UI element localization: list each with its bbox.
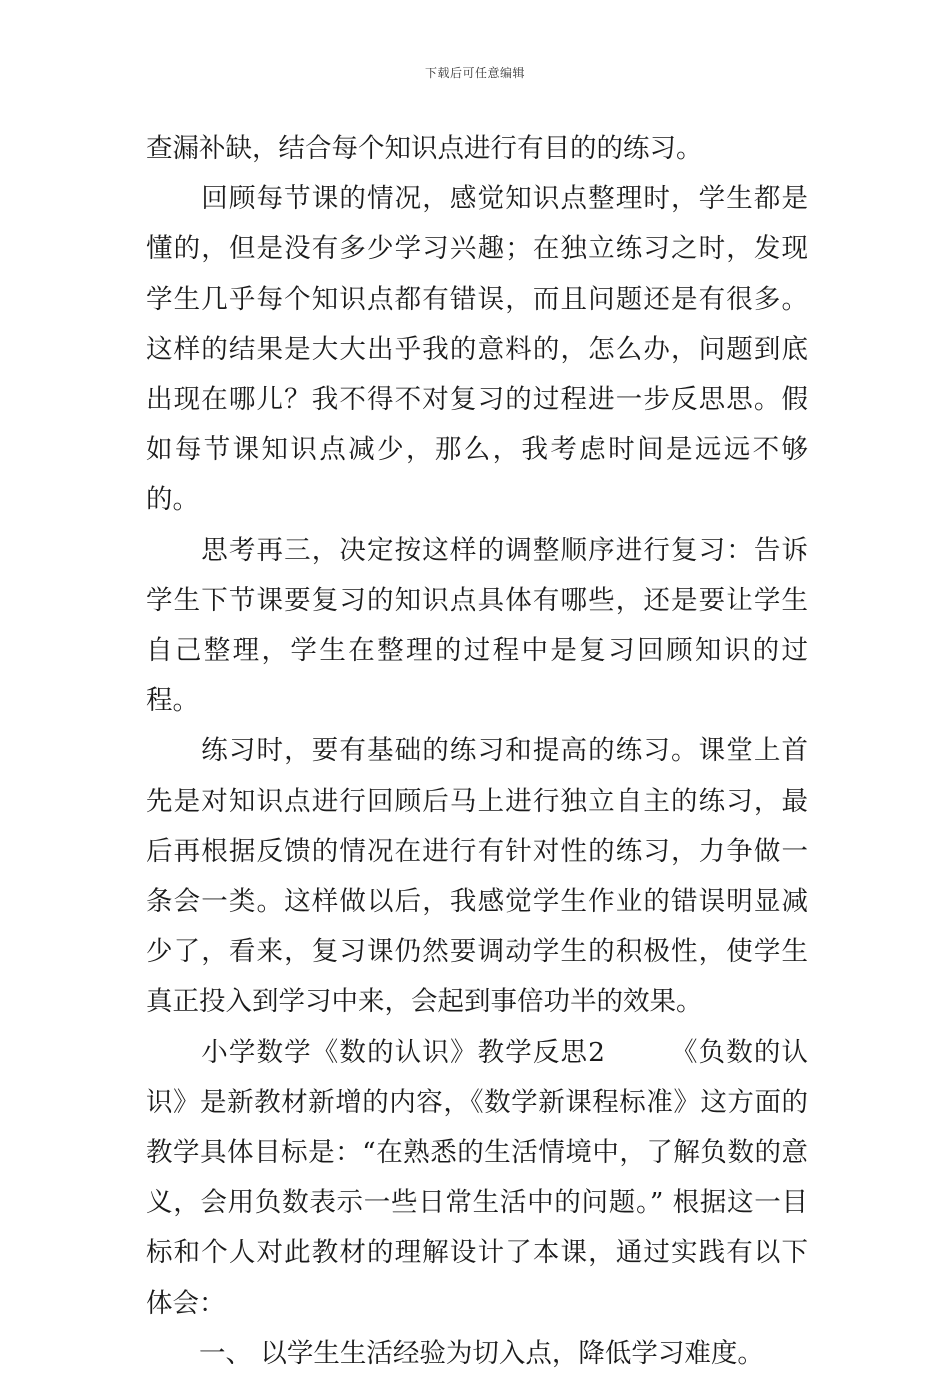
paragraph-1: 查漏补缺，结合每个知识点进行有目的的练习。 bbox=[146, 133, 703, 164]
document-body bbox=[146, 124, 808, 1379]
paragraph-3: 思考再三，决定按这样的调整顺序进行复习：告诉学生下节课要复习的知识点具体有哪些，还是要让学生自己整理，学生在整理的过程中是复习回顾知识的过程。 bbox=[146, 534, 808, 717]
paragraph-6: 一、 以学生生活经验为切入点，降低学习难度。 bbox=[146, 1337, 764, 1369]
paragraph-2: 回顾每节课的情况，感觉知识点整理时，学生都是懂的，但是没有多少学习兴趣；在独立练习之时，发现学生几乎每个知识点都有错误，而且问题还是有很多。这样的结果是大大出乎我的意料的，怎么办，问题到底出现在哪儿？我不得不对复习的过程进一步反思思。假如每节课知识点减少，那么，我考虑时间是远远不够的。 bbox=[146, 183, 808, 516]
paragraph-5: 小学数学《数的认识》教学反思2 《负数的认识》是新教材新增的内容，《数学新课程标准》这方面的教学具体目标是：“在熟悉的生活情境中，了解负数的意义，会用负数表示一些日常生活中的问题。” 根据这一目标和个人对此教材的理解设计了本课，通过实践有以下体会： bbox=[146, 1036, 808, 1319]
paragraph-4: 练习时，要有基础的练习和提高的练习。课堂上首先是对知识点进行回顾后马上进行独立自主的练习，最后再根据反馈的情况在进行有针对性的练习，力争做一条会一类。这样做以后，我感觉学生作业的错误明显减少了，看来，复习课仍然要调动学生的积极性，使学生真正投入到学习中来，会起到事倍功半的效果。 bbox=[146, 735, 808, 1018]
page-header: 下载后可任意编辑 bbox=[424, 66, 525, 80]
